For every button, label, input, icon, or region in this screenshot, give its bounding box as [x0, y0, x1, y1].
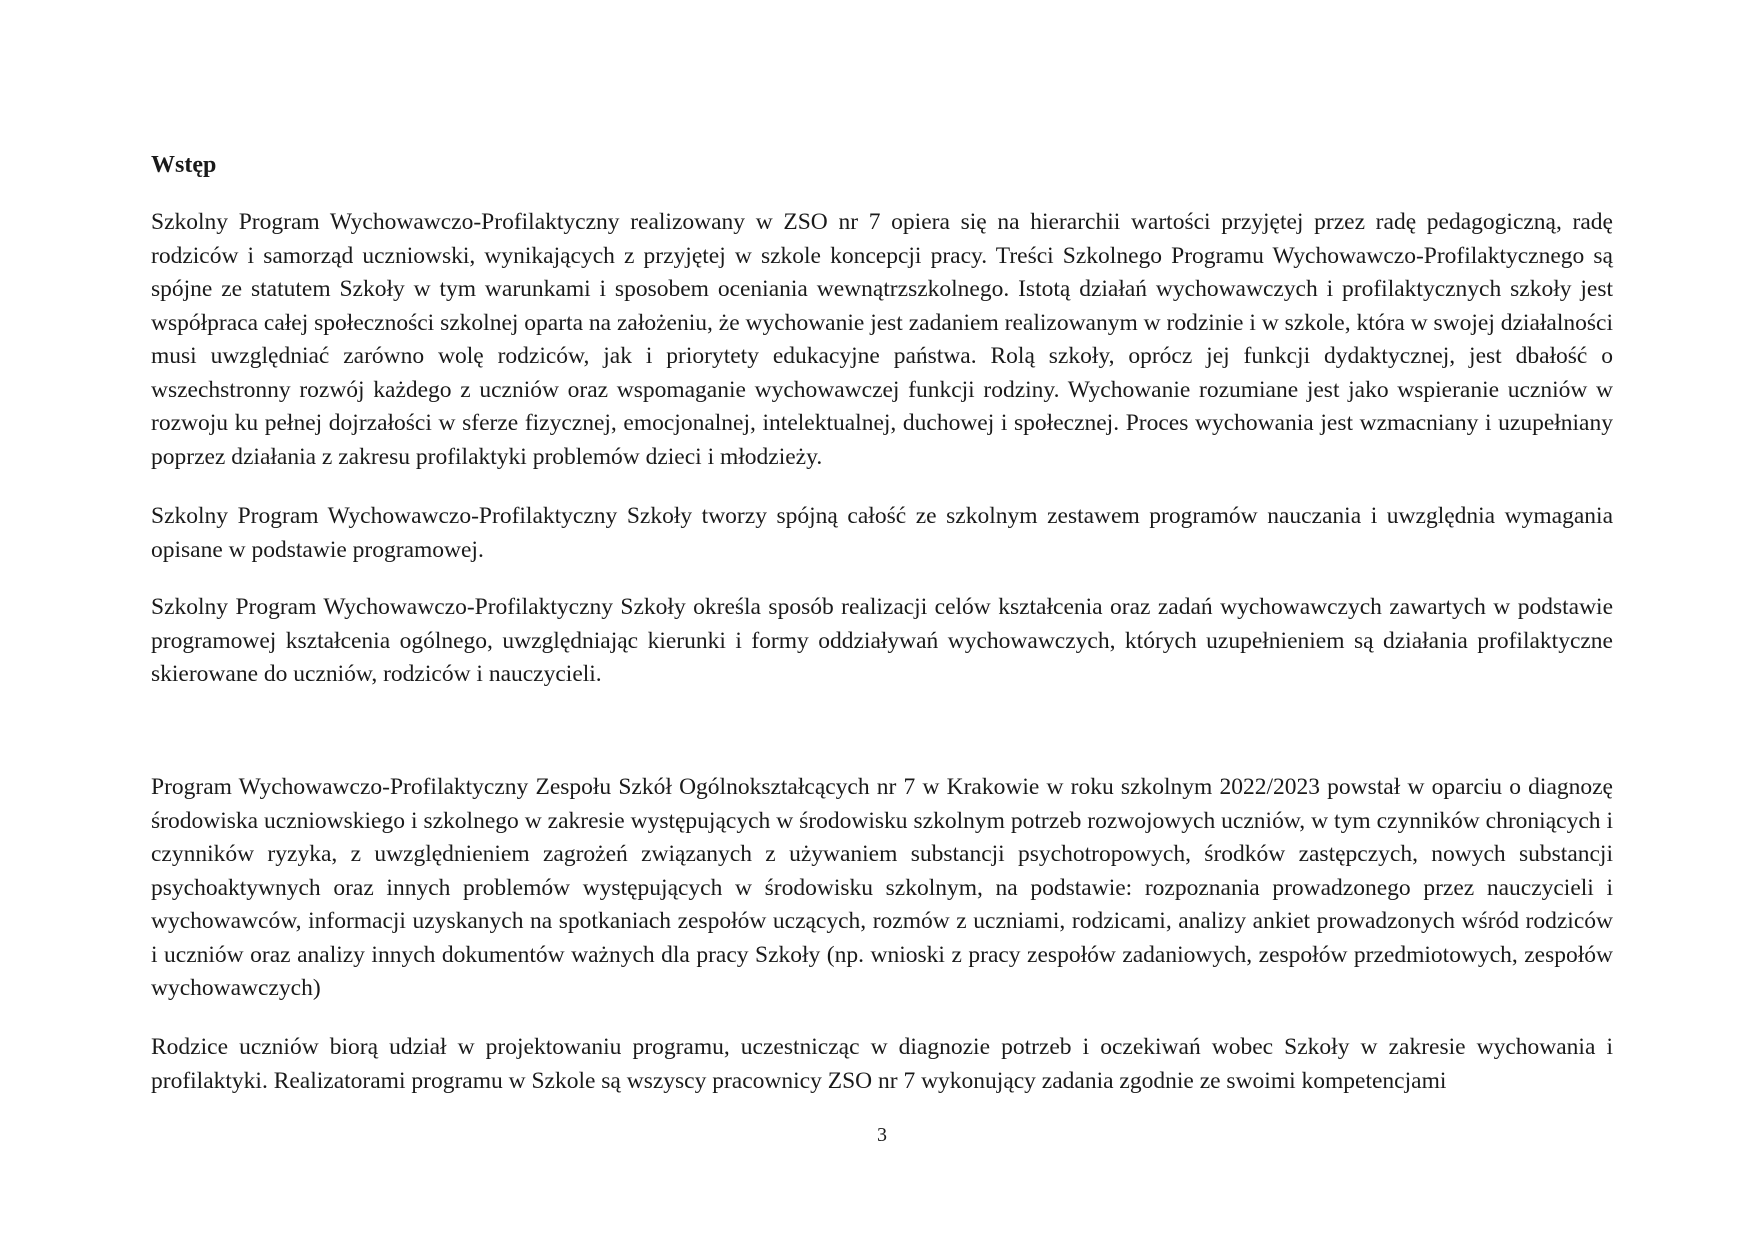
paragraph-diagnosis: Program Wychowawczo-Profilaktyczny Zespołu Szkół Ogólnokształcących nr 7 w Krakowie w roku szkolnym 2022/2023 powstał w oparciu o diagnozę środowiska uczniowskiego i szkolnego w zakresie występujących w środowisku szkolnym potrzeb rozwojowych uczniów, w tym czynników chroniących i czynników ryzyka, z uwzględnieniem zagrożeń związanych z używaniem substancji psychotropowych, środków zastępczych, nowych substancji psychoaktywnych oraz innych problemów występujących w środowisku szkolnym, na podstawie: rozpoznania prowadzonego przez nauczycieli i wychowawców, informacji uzyskanych na spotkaniach zespołów uczących, rozmów z uczniami, rodzicami, analizy ankiet prowadzonych wśród rodziców i uczniów oraz analizy innych dokumentów ważnych dla pracy Szkoły (np. wnioski z pracy zespołów zadaniowych, zespołów przedmiotowych, zespołów wychowawczych)	[151, 774, 1613, 1001]
document-page	[151, 0, 1613, 1241]
paragraph-program-goals: Szkolny Program Wychowawczo-Profilaktyczny Szkoły określa sposób realizacji celów kształcenia oraz zadań wychowawczych zawartych w podstawie programowej kształcenia ogólnego, uwzględniając kierunki i formy oddziaływań wychowawczych, których uzupełnieniem są działania profilaktyczne skierowane do uczniów, rodziców i nauczycieli.	[151, 594, 1613, 687]
page-number: 3	[877, 1124, 887, 1146]
section-heading: Wstęp	[151, 152, 217, 178]
paragraph-program-coherence: Szkolny Program Wychowawczo-Profilaktyczny Szkoły tworzy spójną całość ze szkolnym zestawem programów nauczania i uwzględnia wymagania opisane w podstawie programowej.	[151, 503, 1613, 563]
paragraph-intro: Szkolny Program Wychowawczo-Profilaktyczny realizowany w ZSO nr 7 opiera się na hierarchii wartości przyjętej przez radę pedagogiczną, radę rodziców i samorząd uczniowski, wynikających z przyjętej w szkole koncepcji pracy. Treści Szkolnego Programu Wychowawczo-Profilaktycznego są spójne ze statutem Szkoły w tym warunkami i sposobem oceniania wewnątrzszkolnego. Istotą działań wychowawczych i profilaktycznych szkoły jest współpraca całej społeczności szkolnej oparta na założeniu, że wychowanie jest zadaniem realizowanym w rodzinie i w szkole, która w swojej działalności musi uwzględniać zarówno wolę rodziców, jak i priorytety edukacyjne państwa. Rolą szkoły, oprócz jej funkcji dydaktycznej, jest dbałość o wszechstronny rozwój każdego z uczniów oraz wspomaganie wychowawczej funkcji rodziny. Wychowanie rozumiane jest jako wspieranie uczniów w rozwoju ku pełnej dojrzałości w sferze fizycznej, emocjonalnej, intelektualnej, duchowej i społecznej. Proces wychowania jest wzmacniany i uzupełniany poprzez działania z zakresu profilaktyki problemów dzieci i młodzieży.	[151, 209, 1613, 470]
paragraph-parents: Rodzice uczniów biorą udział w projektowaniu programu, uczestnicząc w diagnozie potrzeb i oczekiwań wobec Szkoły w zakresie wychowania i profilaktyki. Realizatorami programu w Szkole są wszyscy pracownicy ZSO nr 7 wykonujący zadania zgodnie ze swoimi kompetencjami	[151, 1034, 1613, 1094]
